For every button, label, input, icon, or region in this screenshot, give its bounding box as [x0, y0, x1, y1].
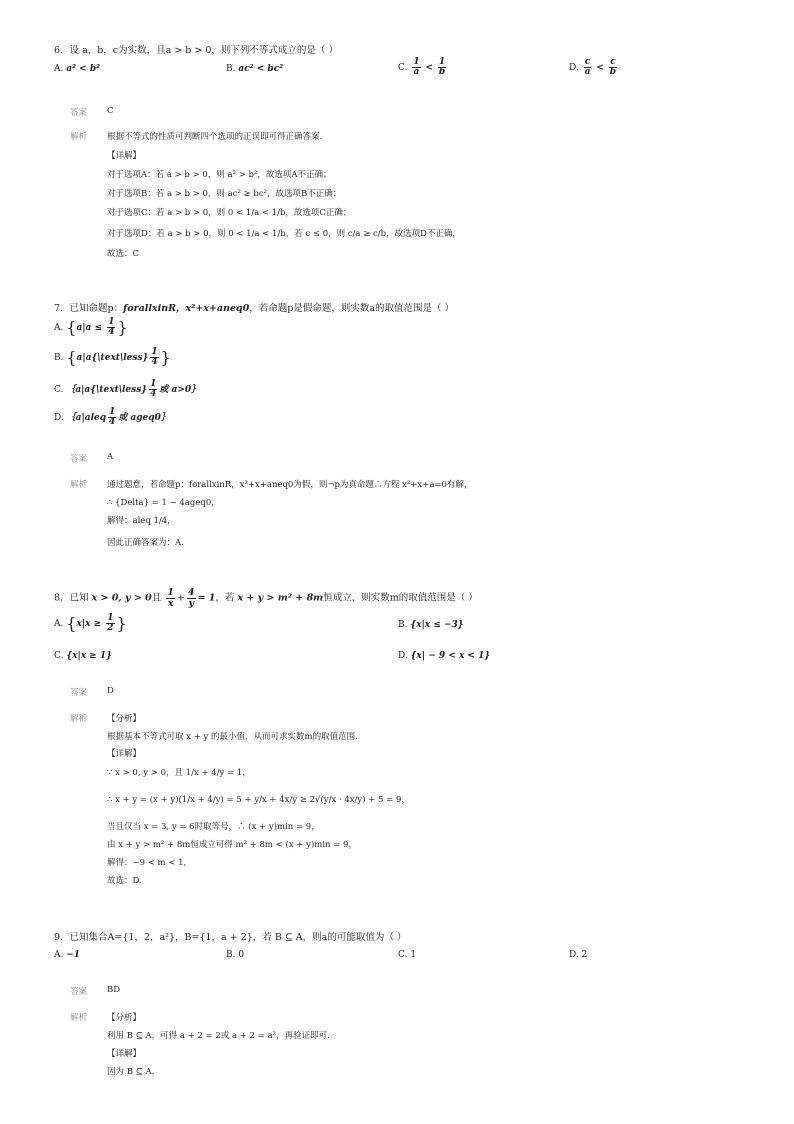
q8-line-1: 【分析】 — [107, 714, 142, 724]
q7-analysis-label: 解析 — [70, 480, 88, 490]
q6-option-c: C. $\frac{1}{a}$ < $\frac{1}{b}$ — [398, 57, 446, 77]
q7-line-4: 因此正确答案为：A. — [107, 538, 184, 548]
q7-answer-label: 答案 — [70, 454, 88, 464]
q8-line-6: 当且仅当 x = 3, y = 6时取等号，∴ (x + y)min = 9， — [107, 822, 320, 832]
q6-answer-label: 答案 — [70, 108, 88, 118]
q6-option-a: A. a² < b² — [54, 64, 101, 74]
q9-option-c: C. 1 — [398, 950, 417, 960]
q7-option-b: B. {a|a{\text\less} $\frac{1}{4}$ } — [54, 347, 171, 367]
q8-line-8: 解得：−9 < m < 1， — [107, 858, 193, 868]
q7-line-1: 通过题意，若命题p：forallxinR，x²+x+aneq0为假，则¬p为真命题∴方程 x²+x+a=0有解， — [107, 480, 473, 490]
q8-line-5: ∴ x + y = (x + y)(1/x + 4/y) = 5 + y/x + 4x/y ≥ 2√(y/x · 4x/y) + 5 = 9， — [107, 795, 410, 805]
q8-option-a: A. {x|x ≥ $\frac{1}{2}$ } — [54, 613, 127, 633]
q6-option-d: D. $\frac{c}{a}$ < $\frac{c}{b}$ — [569, 57, 617, 77]
q8-answer-label: 答案 — [70, 688, 88, 698]
q8-option-d: D. {x| − 9 < x < 1} — [398, 651, 491, 661]
q8-option-b: B. {x|x ≤ −3} — [398, 620, 464, 630]
q8-line-4: ∵ x > 0, y > 0，且 1/x + 4/y = 1， — [107, 768, 251, 778]
q6-line-1: 根据不等式的性质可判断四个选项的正误即可得正确答案. — [107, 132, 323, 142]
q8-stem: 8．已知 x > 0, y > 0且 $\frac{1}{x}$ + $\frac{4}{y}$ = 1，若 x + y > m² + 8m恒成立，则实数m的取值范围是（ ） — [54, 587, 478, 609]
q9-line-1: 【分析】 — [107, 1013, 142, 1023]
q8-line-2: 根据基本不等式可取 x + y 的最小值，从而可求实数m的取值范围. — [107, 732, 358, 742]
q8-analysis-label: 解析 — [70, 714, 88, 724]
q6-line-5: 对于选项C：若 a > b > 0，则 0 < 1/a < 1/b，故选项C正确； — [107, 208, 352, 218]
q7-line-2: ∴ {Delta} = 1 − 4ageq0， — [107, 498, 220, 508]
q7-stem: 7．已知命题p：forallxinR，x²+x+aneq0，若命题p是假命题，则实数a的取值范围是（ ） — [54, 303, 455, 314]
q6-answer: C — [107, 106, 114, 116]
q9-stem: 9．已知集合A={1，2，a²}，B={1，a + 2}，若 B ⊆ A，则a的可能取值为（ ） — [54, 932, 407, 943]
q6-line-4: 对于选项B：若 a > b > 0，则 ac² ≥ bc²，故选项B不正确； — [107, 189, 342, 199]
q8-option-c: C. {x|x ≥ 1} — [54, 651, 112, 661]
q7-line-3: 解得：aleq 1/4， — [107, 516, 176, 526]
q9-analysis-label: 解析 — [70, 1013, 88, 1023]
q7-option-d: D. ｛a|aleq $\frac{1}{4}$ 或 ageq0｝ — [54, 407, 170, 427]
q9-answer-label: 答案 — [70, 987, 88, 997]
q6-line-7: 故选：C — [107, 249, 140, 259]
q9-line-2: 利用 B ⊆ A，可得 a + 2 = 2或 a + 2 = a²，再验证即可. — [107, 1031, 330, 1041]
q6-line-6: 对于选项D：若 a > b > 0，则 0 < 1/a < 1/b，若 c ≤ 0，则 c/a ≥ c/b，故选项D不正确， — [107, 229, 461, 239]
q6-line-2: 【详解】 — [107, 151, 142, 161]
q6-option-b: B. ac² < bc² — [226, 64, 284, 74]
q7-option-c: C. ｛a|a{\text\less} $\frac{1}{4}$ 或 a>0｝ — [54, 379, 201, 399]
q6-line-3: 对于选项A：若 a > b > 0，则 a² > b²，故选项A不正确； — [107, 170, 332, 180]
q9-answer: BD — [107, 985, 121, 995]
q6-analysis-label: 解析 — [70, 132, 88, 142]
q9-option-a: A. −1 — [54, 950, 81, 960]
q8-line-9: 故选：D. — [107, 876, 142, 886]
q9-line-4: 因为 B ⊆ A， — [107, 1067, 161, 1077]
q8-line-3: 【详解】 — [107, 749, 142, 759]
q7-option-a: A. {a|a ≤ $\frac{1}{4}$ } — [54, 317, 128, 337]
q9-line-3: 【详解】 — [107, 1049, 142, 1059]
q9-option-d: D. 2 — [569, 950, 588, 960]
q8-line-7: 由 x + y > m² + 8m恒成立可得 m² + 8m < (x + y)min = 9， — [107, 840, 357, 850]
q8-answer: D — [107, 686, 114, 696]
q6-stem: 6．设 a，b，c为实数，且a > b > 0，则下列不等式成立的是（ ） — [54, 45, 338, 56]
q9-option-b: B. 0 — [226, 950, 245, 960]
q7-answer: A — [107, 452, 114, 462]
